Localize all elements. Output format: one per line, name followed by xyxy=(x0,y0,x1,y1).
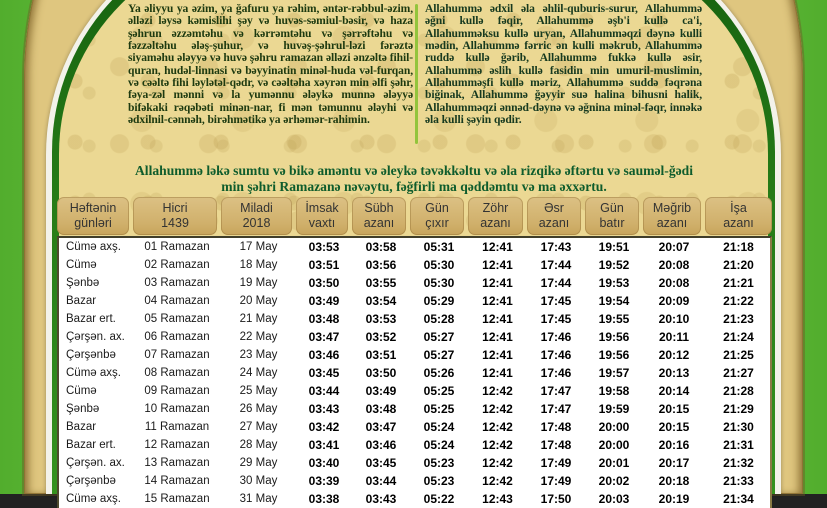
time-cell: 05:27 xyxy=(423,330,455,344)
hicri-cell: 11 Ramazan xyxy=(144,421,210,433)
time-cell: 19:51 xyxy=(598,240,630,254)
time-cell: 20:18 xyxy=(658,474,690,488)
time-cell: 12:41 xyxy=(482,348,513,362)
table-row xyxy=(59,256,770,274)
day-cell: Bazar ert. xyxy=(66,313,116,325)
time-cell: 17:45 xyxy=(540,312,572,326)
day-cell: Bazar xyxy=(66,421,97,433)
time-cell: 20:11 xyxy=(658,330,690,344)
time-cell: 03:50 xyxy=(308,276,340,290)
time-cell: 05:26 xyxy=(423,366,455,380)
time-cell: 20:01 xyxy=(598,456,630,470)
time-cell: 19:58 xyxy=(598,384,630,398)
time-cell: 03:44 xyxy=(308,384,340,398)
time-cell: 03:49 xyxy=(308,294,340,308)
miladi-cell: 21 May xyxy=(239,313,278,325)
time-cell: 03:52 xyxy=(365,330,397,344)
miladi-cell: 23 May xyxy=(239,349,278,361)
time-cell: 19:54 xyxy=(598,294,630,308)
hicri-cell: 15 Ramazan xyxy=(144,493,210,505)
miladi-cell: 29 May xyxy=(239,457,278,469)
day-cell: Bazar xyxy=(66,295,97,307)
table-row xyxy=(59,238,770,256)
time-cell: 19:52 xyxy=(598,258,630,272)
time-cell: 05:29 xyxy=(423,294,455,308)
time-cell: 05:31 xyxy=(423,240,455,254)
day-cell: Cümə axş. xyxy=(66,493,121,505)
time-cell: 03:47 xyxy=(308,330,340,344)
table-row xyxy=(59,328,770,346)
time-cell: 20:19 xyxy=(658,492,690,506)
time-cell: 03:38 xyxy=(308,492,340,506)
time-cell: 17:46 xyxy=(540,330,572,344)
time-cell: 05:25 xyxy=(423,384,455,398)
time-cell: 20:12 xyxy=(658,348,690,362)
time-cell: 05:23 xyxy=(423,474,455,488)
day-cell: Cümə xyxy=(66,385,97,397)
time-cell: 03:43 xyxy=(308,402,340,416)
hicri-cell: 03 Ramazan xyxy=(144,277,210,289)
time-cell: 03:51 xyxy=(365,348,397,362)
time-cell: 12:41 xyxy=(482,276,513,290)
table-row xyxy=(59,454,770,472)
column-header-9: Məğrib azanı xyxy=(643,197,701,235)
time-cell: 03:58 xyxy=(365,240,397,254)
day-cell: Çərşən. ax. xyxy=(66,457,125,469)
time-cell: 12:41 xyxy=(482,330,513,344)
time-cell: 03:42 xyxy=(308,420,340,434)
column-divider xyxy=(415,4,418,144)
time-cell: 03:55 xyxy=(365,276,397,290)
time-cell: 21:21 xyxy=(723,276,754,290)
time-cell: 05:27 xyxy=(423,348,455,362)
time-cell: 05:24 xyxy=(423,438,455,452)
miladi-cell: 30 May xyxy=(239,475,278,487)
time-cell: 12:42 xyxy=(482,402,513,416)
table-row xyxy=(59,310,770,328)
day-cell: Cümə axş. xyxy=(66,367,121,379)
miladi-cell: 26 May xyxy=(239,403,278,415)
hicri-cell: 07 Ramazan xyxy=(144,349,210,361)
time-cell: 17:44 xyxy=(540,258,572,272)
dua-text-right: Allahummə ədxil əla əhlil-quburis-surur, Allahummə əğni kullə fəqir, Allahummə əşb'i kullə ca'i, Allahumməksu kullə uryan, Allahumməqzi dəynə kulli mədin, Allahummə fərric ən kulli məkrub, Allahummə ruddə kullə ğərib, Allahummə fukkə kullə əsir, Allahummə əslih kullə fasidin min umuril-muslimin, Allahumməşfi kullə məriz, Allahummə suddə fəqrəna biğinak, Allahummə ğəyyir suə halina bihusni halik, Allahumməqzi ənnəd-dəynə və əğnina minəl-fəqr, innəkə əla kulli şəyin qədir. xyxy=(425,2,702,127)
time-cell: 03:48 xyxy=(365,402,397,416)
time-cell: 21:25 xyxy=(723,348,754,362)
time-cell: 05:25 xyxy=(423,402,455,416)
time-cell: 21:33 xyxy=(723,474,754,488)
time-cell: 21:23 xyxy=(723,312,754,326)
hicri-cell: 12 Ramazan xyxy=(144,439,210,451)
time-cell: 20:17 xyxy=(658,456,690,470)
time-cell: 19:55 xyxy=(598,312,630,326)
time-cell: 05:22 xyxy=(423,492,455,506)
column-header-8: Gün batır xyxy=(585,197,639,235)
day-cell: Şənbə xyxy=(66,277,100,289)
time-cell: 03:51 xyxy=(308,258,340,272)
time-cell: 17:50 xyxy=(540,492,572,506)
hicri-cell: 04 Ramazan xyxy=(144,295,210,307)
time-cell: 12:42 xyxy=(482,456,513,470)
time-cell: 21:32 xyxy=(723,456,754,470)
time-cell: 20:03 xyxy=(598,492,630,506)
time-cell: 03:49 xyxy=(365,384,397,398)
time-cell: 21:22 xyxy=(723,294,754,308)
hicri-cell: 06 Ramazan xyxy=(144,331,210,343)
column-header-2: Miladi 2018 xyxy=(221,197,292,235)
column-header-0: Həftənin günləri xyxy=(57,197,129,235)
time-cell: 19:57 xyxy=(598,366,630,380)
day-cell: Cümə axş. xyxy=(66,241,121,253)
table-row xyxy=(59,364,770,382)
time-cell: 20:14 xyxy=(658,384,690,398)
time-cell: 21:28 xyxy=(723,384,754,398)
time-cell: 20:00 xyxy=(598,420,630,434)
time-cell: 21:27 xyxy=(723,366,754,380)
time-cell: 20:13 xyxy=(658,366,690,380)
hicri-cell: 13 Ramazan xyxy=(144,457,210,469)
time-cell: 20:07 xyxy=(658,240,690,254)
time-cell: 17:49 xyxy=(540,456,572,470)
time-cell: 21:31 xyxy=(723,438,754,452)
table-row xyxy=(59,274,770,292)
time-cell: 20:08 xyxy=(658,276,690,290)
miladi-cell: 27 May xyxy=(239,421,278,433)
miladi-cell: 17 May xyxy=(239,241,278,253)
day-cell: Çərşənbə xyxy=(66,475,116,487)
time-cell: 20:02 xyxy=(598,474,630,488)
time-cell: 03:54 xyxy=(365,294,397,308)
dua-text-left: Ya əliyyu ya əzim, ya ğafuru ya rəhim, əntər-rəbbul-əzim, əlləzi ləysə kəmislihi şəy və huvəs-səmiul-bəsir, və haza şəhrun əzzəmtəhu və kərrəmtəhu və şərrəftəhu və fəzzəltəhu ələş-şuhur, və huvəş-şəhrul-ləzi fərəztə siyaməhu ələyyə və huvə şəhru ramazan əlləzi ənzəltə fihil-quran, hudəl-linnasi və bəyyinatin minəl-huda vəl-furqan, və cəəltə fihi ləylətəl-qədr, və cəəltəha xəyrən min əlfi şəhr, fəya-zəl mənni və la yumənnu ələykə munnə ələyyə bifəkaki rəqəbəti minən-nar, fi mən təmunnu ələyhi və ədxilnil-cənnəh, birəhmətikə ya ərhəmər-rahimin. xyxy=(128,2,413,127)
time-cell: 20:08 xyxy=(658,258,690,272)
time-cell: 17:45 xyxy=(540,294,572,308)
time-cell: 19:59 xyxy=(598,402,630,416)
time-cell: 19:56 xyxy=(598,348,630,362)
time-cell: 20:15 xyxy=(658,420,690,434)
time-cell: 20:10 xyxy=(658,312,690,326)
time-cell: 03:39 xyxy=(308,474,340,488)
time-cell: 17:43 xyxy=(540,240,572,254)
column-header-6: Zöhr azanı xyxy=(468,197,523,235)
time-cell: 12:42 xyxy=(482,438,513,452)
table-body xyxy=(57,236,772,508)
time-cell: 17:47 xyxy=(540,402,572,416)
time-cell: 12:42 xyxy=(482,420,513,434)
time-cell: 03:41 xyxy=(308,438,340,452)
time-cell: 03:46 xyxy=(308,348,340,362)
time-cell: 03:47 xyxy=(365,420,397,434)
miladi-cell: 19 May xyxy=(239,277,278,289)
time-cell: 05:30 xyxy=(423,276,455,290)
time-cell: 19:56 xyxy=(598,330,630,344)
time-cell: 05:24 xyxy=(423,420,455,434)
table-row xyxy=(59,346,770,364)
time-cell: 17:48 xyxy=(540,438,572,452)
hicri-cell: 02 Ramazan xyxy=(144,259,210,271)
column-header-3: İmsak vaxtı xyxy=(296,197,348,235)
time-cell: 05:28 xyxy=(423,312,455,326)
table-row xyxy=(59,400,770,418)
time-cell: 17:46 xyxy=(540,348,572,362)
time-cell: 21:20 xyxy=(723,258,754,272)
time-cell: 12:43 xyxy=(482,492,513,506)
column-header-7: Əsr azanı xyxy=(527,197,581,235)
table-row xyxy=(59,382,770,400)
miladi-cell: 24 May xyxy=(239,367,278,379)
time-cell: 20:00 xyxy=(598,438,630,452)
time-cell: 03:43 xyxy=(365,492,397,506)
table-row xyxy=(59,292,770,310)
time-cell: 03:44 xyxy=(365,474,397,488)
column-header-5: Gün çıxır xyxy=(410,197,464,235)
time-cell: 05:30 xyxy=(423,258,455,272)
time-cell: 12:42 xyxy=(482,384,513,398)
miladi-cell: 28 May xyxy=(239,439,278,451)
column-header-1: Hicri 1439 xyxy=(133,197,217,235)
time-cell: 17:46 xyxy=(540,366,572,380)
hicri-cell: 01 Ramazan xyxy=(144,241,210,253)
time-cell: 20:16 xyxy=(658,438,690,452)
day-cell: Çərşənbə xyxy=(66,349,116,361)
time-cell: 17:48 xyxy=(540,420,572,434)
time-cell: 21:29 xyxy=(723,402,754,416)
day-cell: Cümə xyxy=(66,259,97,271)
time-cell: 12:41 xyxy=(482,366,513,380)
table-row xyxy=(59,472,770,490)
table-row xyxy=(59,418,770,436)
table-row xyxy=(59,436,770,454)
time-cell: 03:40 xyxy=(308,456,340,470)
time-cell: 03:53 xyxy=(308,240,340,254)
time-cell: 20:09 xyxy=(658,294,690,308)
time-cell: 21:24 xyxy=(723,330,754,344)
time-cell: 17:49 xyxy=(540,474,572,488)
time-cell: 05:23 xyxy=(423,456,455,470)
table-header-row xyxy=(57,197,772,235)
time-cell: 21:34 xyxy=(723,492,754,506)
table-row xyxy=(59,490,770,508)
hicri-cell: 10 Ramazan xyxy=(144,403,210,415)
day-cell: Şənbə xyxy=(66,403,100,415)
time-cell: 03:53 xyxy=(365,312,397,326)
time-cell: 03:56 xyxy=(365,258,397,272)
time-cell: 20:15 xyxy=(658,402,690,416)
time-cell: 12:41 xyxy=(482,258,513,272)
day-cell: Çərşən. ax. xyxy=(66,331,125,343)
time-cell: 03:45 xyxy=(365,456,397,470)
time-cell: 17:44 xyxy=(540,276,572,290)
miladi-cell: 25 May xyxy=(239,385,278,397)
hicri-cell: 09 Ramazan xyxy=(144,385,210,397)
time-cell: 21:18 xyxy=(723,240,754,254)
time-cell: 12:41 xyxy=(482,312,513,326)
miladi-cell: 22 May xyxy=(239,331,278,343)
prayer-times-table xyxy=(57,197,772,508)
miladi-cell: 18 May xyxy=(239,259,278,271)
iftar-dua-text: Allahummə ləkə sumtu və bikə aməntu və əleykə təvəkkəltu və əla rizqikə əftərtu və sauməl-ğədi min şəhri Ramazanə nəvəytu, fəğfirli ma qəddəmtu və ma əxxərtu. xyxy=(134,163,693,194)
hicri-cell: 08 Ramazan xyxy=(144,367,210,379)
column-header-4: Sübh azanı xyxy=(352,197,406,235)
time-cell: 12:41 xyxy=(482,294,513,308)
time-cell: 19:53 xyxy=(598,276,630,290)
time-cell: 03:48 xyxy=(308,312,340,326)
time-cell: 03:45 xyxy=(308,366,340,380)
day-cell: Bazar ert. xyxy=(66,439,116,451)
time-cell: 12:42 xyxy=(482,474,513,488)
time-cell: 12:41 xyxy=(482,240,513,254)
hicri-cell: 14 Ramazan xyxy=(144,475,210,487)
time-cell: 03:50 xyxy=(365,366,397,380)
hicri-cell: 05 Ramazan xyxy=(144,313,210,325)
miladi-cell: 31 May xyxy=(239,493,278,505)
column-header-10: İşa azanı xyxy=(705,197,772,235)
time-cell: 21:30 xyxy=(723,420,754,434)
time-cell: 17:47 xyxy=(540,384,572,398)
miladi-cell: 20 May xyxy=(239,295,278,307)
time-cell: 03:46 xyxy=(365,438,397,452)
